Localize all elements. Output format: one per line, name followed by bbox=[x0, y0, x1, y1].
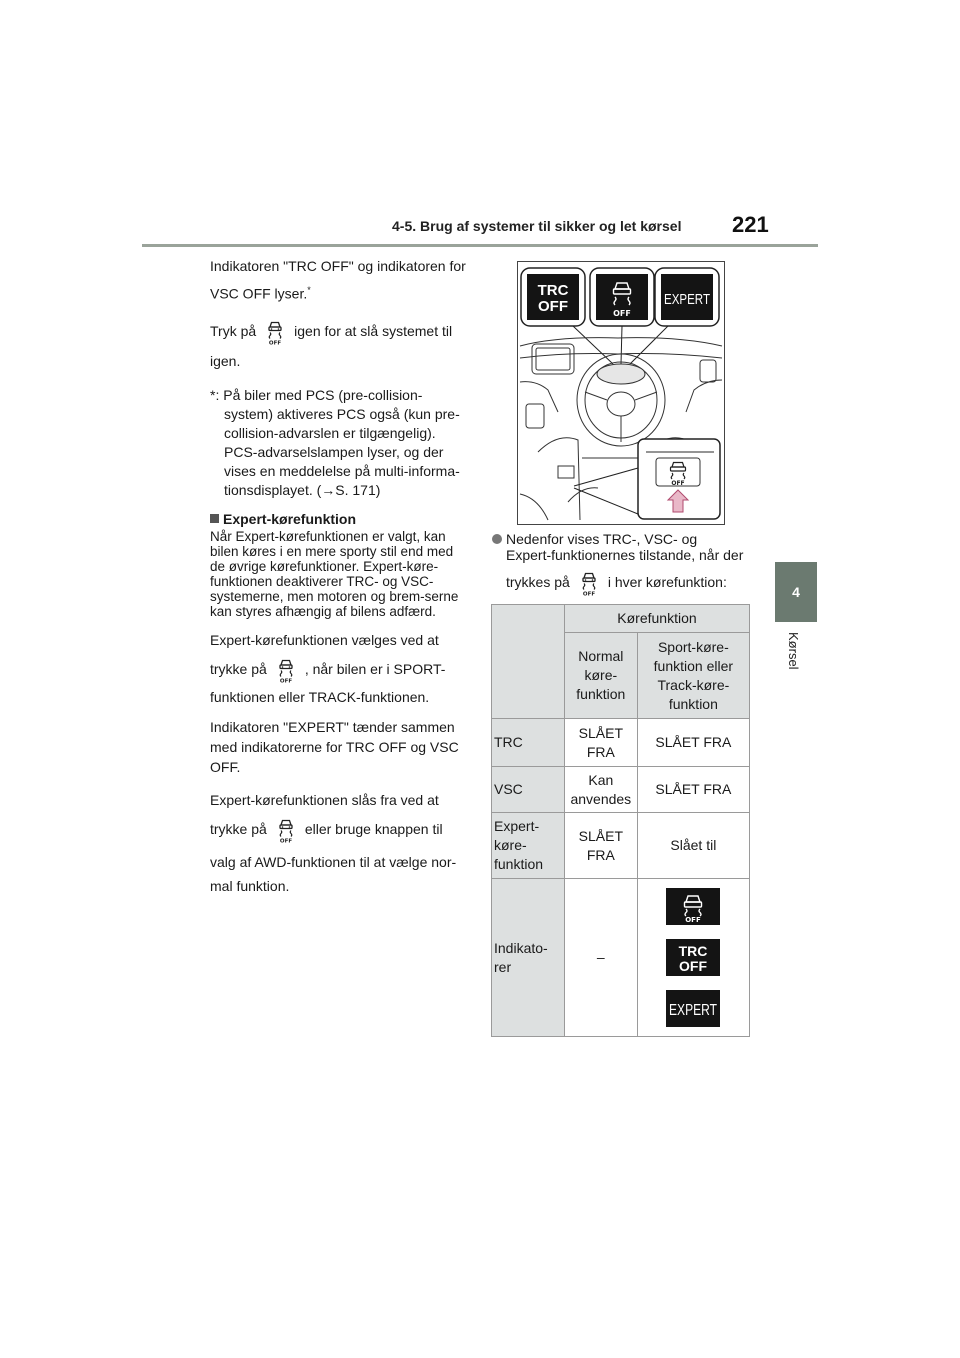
table-row bbox=[492, 879, 750, 1037]
expert-callout bbox=[655, 268, 719, 326]
paragraph-expert-select-a: Expert-kørefunktionen vælges ved at bbox=[210, 631, 439, 648]
svg-text:OFF: OFF bbox=[582, 591, 595, 598]
paragraph-expert-description: Når Expert-kørefunktionen er valgt, kan bilen køres i en mere sporty stil end med de øvrige kørefunktioner. Expert-køre-funktionen deaktiverer TRC- og VSC-systemerne, men motoren og brem-serne kan styres afhængig af bilens adfærd. bbox=[210, 528, 459, 619]
vsc-off-callout bbox=[590, 268, 654, 326]
trc-callout-line1: TRC bbox=[537, 282, 569, 299]
intro-line-1 bbox=[492, 531, 754, 547]
footnote bbox=[210, 386, 466, 500]
vsc-callout-text: OFF bbox=[613, 309, 631, 318]
vsc-off-indicator-icon bbox=[666, 888, 720, 925]
table-row bbox=[492, 719, 750, 767]
bullet-icon bbox=[492, 534, 502, 544]
paragraph-expert-off-a: Expert-kørefunktionen slås fra ved at bbox=[210, 791, 439, 808]
footnote-marker: *: bbox=[210, 386, 220, 403]
table-row bbox=[492, 813, 750, 879]
paragraph-press-again bbox=[210, 316, 466, 376]
paragraph-text: igen for at slå systemet til igen. bbox=[210, 322, 453, 369]
paragraph-indicators bbox=[210, 254, 466, 306]
paragraph-text: eller bruge knappen til bbox=[304, 820, 443, 837]
row-label: Expert-køre-funktion bbox=[492, 813, 565, 879]
col-sport-header: Sport-køre-funktion eller Track-køre-funktion bbox=[637, 633, 749, 719]
vsc-off-icon bbox=[264, 319, 286, 345]
page-number: 221 bbox=[732, 212, 769, 237]
paragraph-expert-select-b bbox=[210, 654, 466, 684]
right-column-intro bbox=[492, 531, 754, 597]
left-column bbox=[210, 254, 466, 898]
section-title: 4-5. Brug af systemer til sikker og let kørsel bbox=[392, 218, 682, 234]
paragraph-text: Indikatoren "TRC OFF" og indikatoren for VSC OFF lyser. bbox=[210, 258, 466, 302]
vsc-indicator-text: OFF bbox=[685, 916, 702, 924]
row-label: TRC bbox=[492, 719, 565, 767]
row-label: VSC bbox=[492, 767, 565, 813]
vsc-off-icon bbox=[578, 570, 600, 596]
heading-square-icon bbox=[210, 514, 219, 523]
row-label: Indikato-rer bbox=[492, 879, 565, 1037]
cell-normal: Kan anvendes bbox=[564, 767, 637, 813]
trc-indicator-line2: OFF bbox=[679, 958, 708, 974]
svg-text:OFF: OFF bbox=[279, 678, 292, 685]
intro-text: i hver kørefunktion: bbox=[607, 574, 727, 590]
expert-indicator-icon bbox=[666, 990, 720, 1027]
vsc-off-icon bbox=[275, 817, 297, 843]
footnote-text: På biler med PCS (pre-collision-system) aktiveres PCS også (kun pre-collision-advarslen er tilgængelig). PCS-advarselslampen lyser, og der vises en meddelelse på multi-informa-tionsdisplayet. (→S. 171) bbox=[223, 386, 460, 498]
table-row bbox=[492, 767, 750, 813]
paragraph-text: , når bilen er i SPORT- bbox=[304, 660, 446, 677]
section-heading bbox=[210, 510, 466, 529]
intro-text: trykkes på bbox=[506, 574, 570, 590]
trc-off-callout bbox=[521, 268, 585, 326]
header-rule bbox=[142, 244, 818, 247]
intro-line-3 bbox=[492, 567, 754, 597]
paragraph-expert-select-c: funktionen eller TRACK-funktionen. bbox=[210, 688, 430, 705]
cell-normal: – bbox=[564, 879, 637, 1037]
expert-indicator-text: EXPERT bbox=[669, 1002, 718, 1019]
expert-callout-text: EXPERT bbox=[664, 291, 710, 308]
dashboard-illustration bbox=[517, 261, 725, 525]
paragraph-expert-off-b bbox=[210, 814, 466, 844]
paragraph-text: Tryk på bbox=[210, 322, 257, 339]
intro-text: Nedenfor vises TRC-, VSC- og bbox=[506, 531, 698, 547]
paragraph-expert-off-c: valg af AWD-funktionen til at vælge nor-mal funktion. bbox=[210, 853, 457, 894]
paragraph-text: trykke på bbox=[210, 820, 267, 837]
button-off-text: OFF bbox=[671, 480, 685, 487]
col-normal-header: Normal køre-funktion bbox=[564, 633, 637, 719]
intro-line-2: Expert-funktionernes tilstande, når der bbox=[506, 547, 744, 563]
cell-sport: SLÅET FRA bbox=[637, 719, 749, 767]
vsc-off-icon bbox=[275, 657, 297, 683]
svg-text:OFF: OFF bbox=[269, 340, 282, 347]
heading-text: Expert-kørefunktion bbox=[223, 510, 357, 527]
svg-text:OFF: OFF bbox=[279, 838, 292, 845]
cell-sport: SLÅET FRA bbox=[637, 767, 749, 813]
paragraph-text: trykke på bbox=[210, 660, 267, 677]
footnote-marker: * bbox=[307, 285, 311, 295]
button-zoom bbox=[638, 439, 720, 519]
cell-normal: SLÅET FRA bbox=[564, 719, 637, 767]
trc-indicator-line1: TRC bbox=[678, 943, 708, 959]
cell-normal: SLÅET FRA bbox=[564, 813, 637, 879]
cell-sport: Slået til bbox=[637, 813, 749, 879]
cell-indicators bbox=[637, 879, 749, 1037]
mode-table bbox=[491, 604, 750, 1037]
trc-off-indicator-icon bbox=[666, 939, 720, 976]
trc-callout-line2: OFF bbox=[538, 298, 568, 315]
chapter-tab: 4 bbox=[775, 562, 817, 622]
paragraph-expert-indicator: Indikatoren "EXPERT" tænder sammen med indikatorerne for TRC OFF og VSC OFF. bbox=[210, 718, 459, 775]
table-corner bbox=[492, 605, 565, 719]
table-header: Kørefunktion bbox=[564, 605, 749, 633]
chapter-label: Kørsel bbox=[786, 632, 801, 670]
